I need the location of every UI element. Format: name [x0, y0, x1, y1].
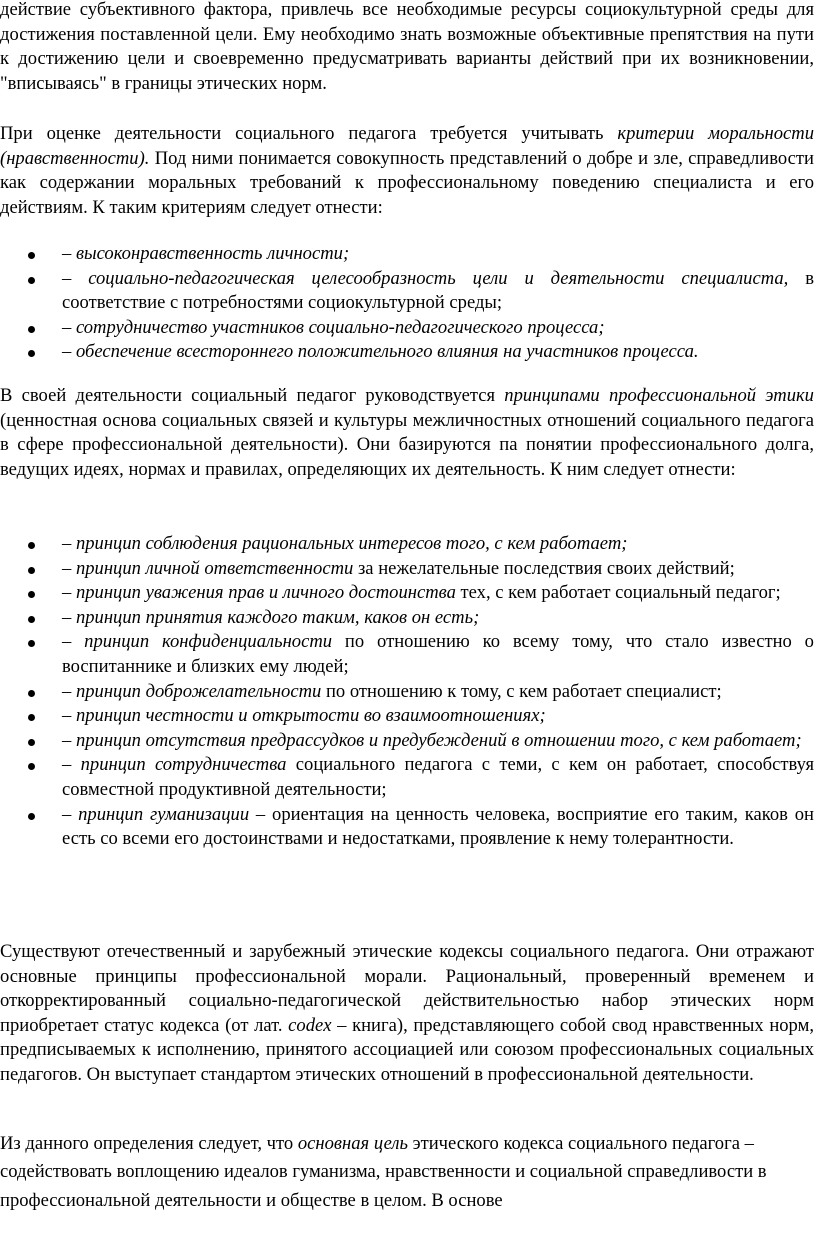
- list-item-term: – обеспечение всестороннего положительного влияния на участников процесса.: [62, 341, 699, 363]
- list-item-term: – принцип конфиденциальности: [62, 631, 333, 653]
- text-run: При оценке деятельности социального педагога требуется учитывать: [0, 123, 618, 144]
- list-item: [0, 581, 814, 606]
- bullet-icon: [28, 640, 35, 647]
- bullet-icon: [28, 542, 35, 549]
- list-item-term: – принцип сотрудничества: [62, 754, 287, 776]
- list-item: [0, 340, 814, 365]
- term-main-goal: основная цель: [297, 1133, 408, 1154]
- bullet-icon: [28, 739, 35, 746]
- paragraph-resources: действие субъективного фактора, привлечь все необходимые ресурсы социокультурной среды для достижения поставленной цели. Ему необходимо знать возможные объективные препятствия на пути к достижению цели и своевременно предусматривать варианты действий при их возникновении, "вписываясь" в границы этических норм.: [0, 0, 814, 94]
- list-item-term: – принцип отсутствия предрассудков и предубеждений в отношении того, с кем работает;: [62, 729, 802, 751]
- list-item-text: тех, с кем работает социальный педагог;: [455, 582, 781, 604]
- bullet-icon: [28, 813, 35, 820]
- text-run: этического кодекса социального педагога – содействовать воплощению идеалов гуманизма, нравственности и социальной справедливости в профессиональной деятельности и обществе в целом. В основе: [0, 1133, 767, 1211]
- list-item-term: – принцип гуманизации –: [62, 803, 266, 825]
- bullet-icon: [28, 616, 35, 623]
- list-item-text: по отношению ко всему тому, что стало известно о воспитаннике и близких ему людей;: [62, 631, 814, 677]
- list-item: [0, 753, 814, 802]
- bullet-icon: [28, 714, 35, 721]
- paragraph-ethics-principles: [0, 384, 814, 482]
- text-run: Под ними понимается совокупность представлений о добре и зле, справедливости как содержании моральных требований к профессиональному поведению специалиста и его действиям. К таким критериям следует отнести:: [0, 147, 814, 218]
- list-item-term: – принцип личной ответственности: [62, 557, 354, 579]
- list-item-term: – принцип соблюдения рациональных интересов того, с кем работает;: [62, 533, 628, 554]
- list-item-term: – принцип честности и открытости во взаимоотношениях;: [62, 705, 546, 727]
- criteria-list: [0, 242, 814, 365]
- list-item: [0, 267, 814, 316]
- term-morality-criteria: критерии моральности (нравственности).: [0, 123, 814, 169]
- list-item-term: – принцип доброжелательности: [62, 680, 322, 702]
- text-run: В своей деятельности социальный педагог руководствуется: [0, 385, 505, 406]
- list-item-text: в соответствие с потребностями социокультурной среды;: [62, 267, 814, 314]
- bullet-icon: [28, 591, 35, 598]
- bullet-icon: [28, 326, 35, 333]
- text-run: (ценностная основа социальных связей и культуры межличностных отношений социального педагога в сфере профессиональной деятельности). Они базируются па понятии профессионального долга, ведущих идеях, нормах и правилах, определяющих их деятельность. К ним следует отнести:: [0, 409, 814, 480]
- bullet-icon: [28, 252, 35, 259]
- text-run: – книга), представляющего собой свод нравственных норм, предписываемых к исполнению, принятого ассоциацией или союзом профессиональных социальных педагогов. Он выступает стандартом этических отношений в профессиональной деятельности.: [0, 1014, 814, 1085]
- paragraph-ethics-codes: [0, 940, 814, 1088]
- list-item: [0, 729, 814, 754]
- list-item: [0, 630, 814, 679]
- bullet-icon: [28, 763, 35, 770]
- term-codex: codex: [288, 1014, 332, 1036]
- text-run: Существуют отечественный и зарубежный этические кодексы социального педагога. Они отражают основные принципы профессиональной морали. Рациональный, проверенный временем и откорректированный социально-педагогической действительностью набор этических норм приобретает статус кодекса (от лат.: [0, 941, 814, 1036]
- list-item: [0, 532, 814, 557]
- list-item-text: социального педагога с теми, с кем он работает, способствуя совместной продуктивной деятельности;: [62, 754, 814, 800]
- bullet-icon: [28, 567, 35, 574]
- list-item-term: – принцип принятия каждого таким, каков он есть;: [62, 606, 480, 628]
- list-item-term: – высоконравственность личности;: [62, 243, 350, 264]
- list-item-text: по отношению к тому, с кем работает специалист;: [321, 680, 722, 702]
- bullet-icon: [28, 350, 35, 357]
- list-item-text: ориентация на ценность человека, восприятие его таким, каков он есть со всеми его достоинствами и недостатками, проявление к нему толерантности.: [62, 803, 814, 850]
- list-item-term: – принцип уважения прав и личного достоинства: [62, 582, 456, 604]
- list-item: [0, 557, 814, 582]
- list-item-term: – социально-педагогическая целесообразность цели и деятельности специалиста,: [62, 267, 789, 289]
- list-item: [0, 606, 814, 631]
- list-item-text: за нежелательные последствия своих действий;: [353, 557, 735, 579]
- list-item: [0, 316, 814, 341]
- paragraph-main-goal: [0, 1130, 814, 1215]
- paragraph-morality-criteria: [0, 122, 814, 220]
- text-run: Из данного определения следует, что: [0, 1133, 298, 1154]
- list-item: [0, 803, 814, 852]
- bullet-icon: [28, 690, 35, 697]
- principles-list: [0, 532, 814, 852]
- term-ethics-principles: принципами профессиональной этики: [504, 385, 814, 406]
- list-item-term: – сотрудничество участников социально-педагогического процесса;: [62, 316, 605, 338]
- list-item: [0, 680, 814, 705]
- list-item: [0, 704, 814, 729]
- list-item: [0, 242, 814, 267]
- bullet-icon: [28, 277, 35, 284]
